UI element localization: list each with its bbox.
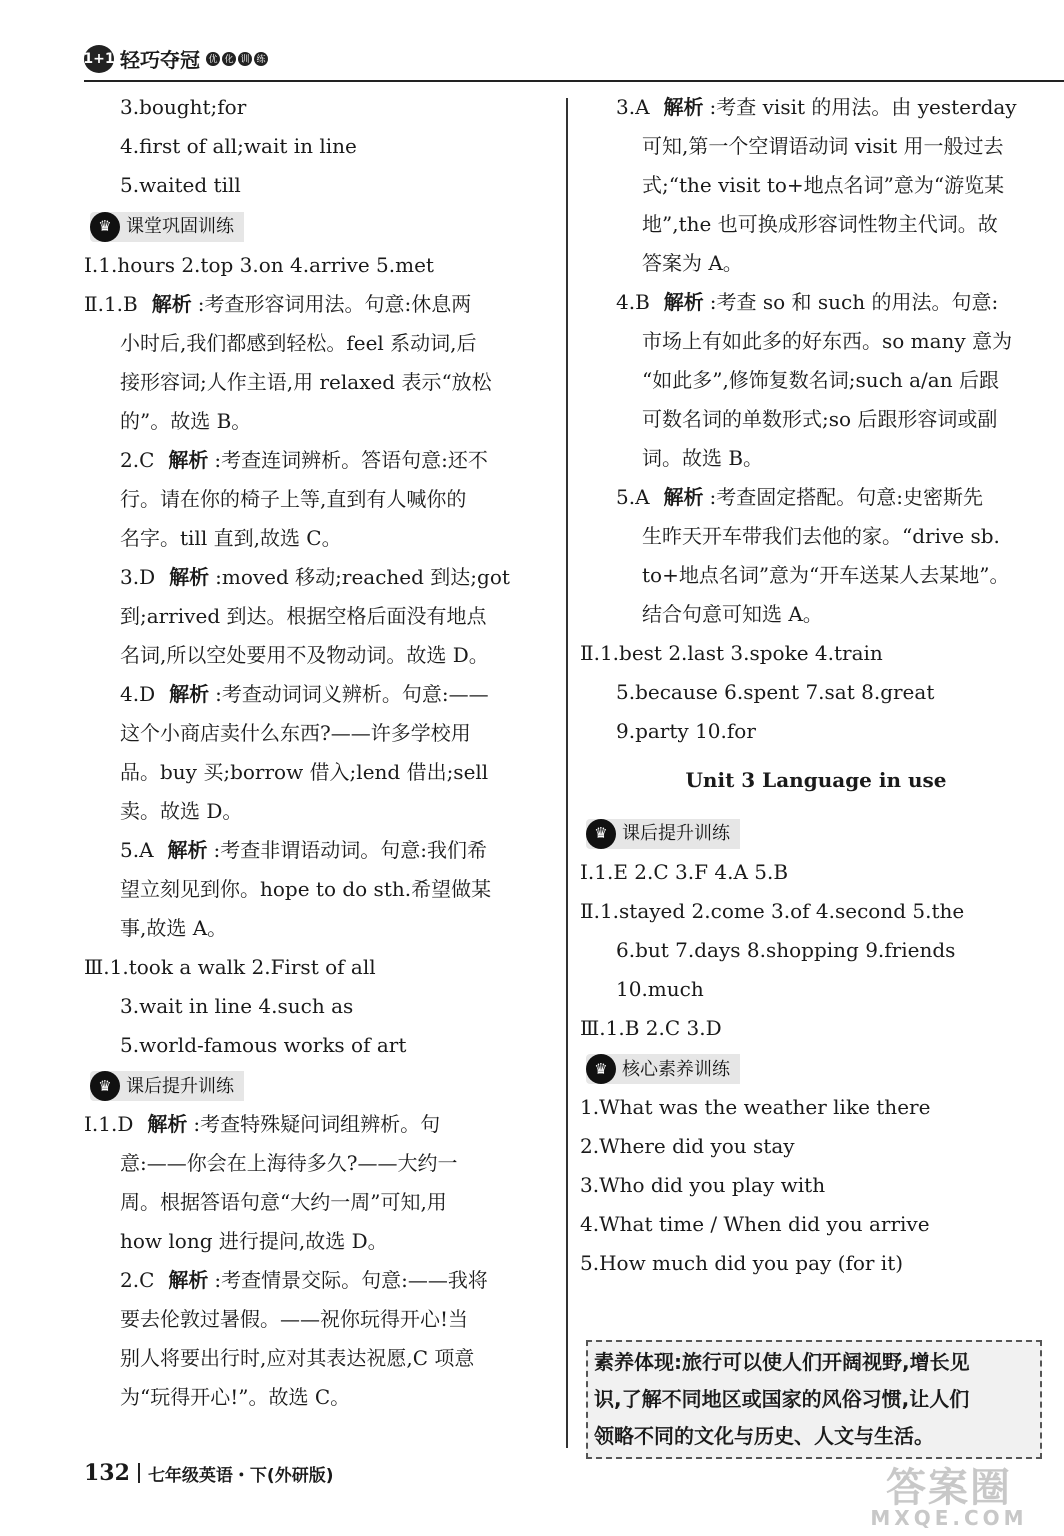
brand-logo-icon: 1+1 [84,45,114,73]
explanation-text: :考查情景交际。句意:——我将 [214,1268,488,1292]
explanation-line: 名词,所以空处要用不及物动词。故选 D。 [120,642,489,667]
explanation-line: 事,故选 A。 [120,915,228,940]
crown-icon: ♛ [90,1071,120,1101]
explanation-text: :考查 visit 的用法。由 yesterday [709,95,1017,119]
watermark-text: 答案圈 [886,1465,1012,1511]
watermark-site: MXQE.COM [870,1506,1028,1530]
explanation-line: 地”,the 也可换成形容词性物主代词。故 [642,212,998,236]
page-number: 132 [84,1460,130,1486]
explanation-line: to+地点名词”意为“开车送某人去某地”。 [642,563,1010,587]
unit-title: Unit 3 Language in use [685,768,947,792]
answer-line: Ⅰ.1.hours 2.top 3.on 4.arrive 5.met [84,252,434,277]
answer-line: 5.because 6.spent 7.sat 8.great [616,680,935,704]
analysis-tag: 解析 [169,564,210,589]
analysis-tag: 解析 [147,1112,188,1136]
answer-line: 3.Who did you play with [580,1173,826,1197]
explanation-text: :考查动词词义辨析。句意:—— [215,681,489,706]
explanation-line: 名字。till 直到,故选 C。 [120,525,342,550]
column-divider [566,98,568,1448]
explanation-block [84,675,554,831]
section-header [586,1054,740,1084]
book-title: 七年级英语・下(外研版) [147,1465,334,1486]
explanation-line: 词。故选 B。 [642,446,764,470]
explanation-line: 结合句意可知选 A。 [642,602,823,626]
right-column [580,88,1052,1283]
page-header [84,44,268,73]
explanation-line: 答案为 A。 [642,251,743,275]
section-label: 核心素养训练 [622,1058,730,1080]
section-header [586,819,740,849]
answer-line: Ⅲ.1.B 2.C 3.D [580,1015,722,1040]
footer-divider [138,1463,140,1483]
question-number: 2.C [120,1268,155,1292]
callout-text: 旅行可以使人们开阔视野,增长见 [682,1350,970,1374]
answer-line: Ⅲ.1.took a walk 2.First of all [84,954,376,979]
explanation-block [84,441,554,558]
analysis-tag: 解析 [663,290,704,314]
brand-badge: 训 [238,52,252,66]
question-number: Ⅱ.1.B [84,291,138,316]
explanation-line: 这个小商店卖什么东西?——许多学校用 [120,720,471,745]
answer-line: 3.wait in line 4.such as [120,993,354,1018]
literacy-callout [586,1340,1042,1459]
callout-text: 识,了解不同地区或国家的风俗习惯,让人们 [594,1387,970,1411]
explanation-block [580,283,1052,478]
explanation-line: 生昨天开车带我们去他的家。“drive sb. [642,524,1000,548]
watermark-logo [844,1465,1054,1530]
question-number: 4.D [120,681,156,706]
answer-line: 5.waited till [120,173,241,197]
page-footer [84,1460,333,1486]
explanation-line: 的”。故选 B。 [120,408,252,433]
explanation-block [84,1261,554,1417]
section-label: 课后提升训练 [126,1075,234,1097]
explanation-text: :moved 移动;reached 到达;got [215,564,510,589]
brand-badge: 优 [206,52,220,66]
answer-line: 5.How much did you pay (for it) [580,1251,904,1275]
analysis-tag: 解析 [168,447,209,472]
answer-line: 4.first of all;wait in line [120,134,357,158]
explanation-line: 意:——你会在上海待多久?——大约一 [120,1151,458,1175]
analysis-tag: 解析 [151,291,192,316]
answer-line: 4.What time / When did you arrive [580,1212,930,1236]
explanation-line: 周。根据答语句意“大约一周”可知,用 [120,1190,447,1214]
question-number: Ⅰ.1.D [84,1112,134,1136]
section-header [90,212,244,242]
explanation-line: 到;arrived 到达。根据空格后面没有地点 [120,603,487,628]
explanation-block [84,285,554,441]
answer-line: Ⅰ.1.E 2.C 3.F 4.A 5.B [580,859,789,884]
explanation-line: 别人将要出行时,应对其表达祝愿,C 项意 [120,1346,475,1370]
explanation-line: 可数名词的单数形式;so 后跟形容词或副 [642,407,998,431]
explanation-line: 小时后,我们都感到轻松。feel 系动词,后 [120,330,477,355]
brand-badges [206,52,268,66]
brand-badge: 练 [254,52,268,66]
analysis-tag: 解析 [663,485,704,509]
explanation-line: 接形容词;人作主语,用 relaxed 表示“放松 [120,369,492,394]
section-label: 课后提升训练 [622,823,730,844]
analysis-tag: 解析 [167,837,208,862]
left-column [84,88,554,1417]
question-number: 5.A [120,837,154,862]
question-number: 3.A [616,95,650,119]
question-number: 5.A [616,485,650,509]
crown-icon: ♛ [90,212,120,242]
explanation-block [84,831,554,948]
explanation-line: 可知,第一个空谓语动词 visit 用一般过去 [642,134,1004,158]
brand-title: 轻巧夺冠 [120,48,200,72]
header-rule [84,80,1064,82]
explanation-text: :考查 so 和 such 的用法。句意: [709,290,999,314]
analysis-tag: 解析 [169,681,210,706]
explanation-text: :考查固定搭配。句意:史密斯先 [709,485,984,509]
crown-icon: ♛ [586,819,616,849]
answer-line: Ⅱ.1.stayed 2.come 3.of 4.second 5.the [580,898,965,923]
explanation-text: :考查非谓语动词。句意:我们希 [213,837,488,862]
explanation-block [84,558,554,675]
explanation-line: 望立刻见到你。hope to do sth.希望做某 [120,876,492,901]
explanation-text: :考查连词辨析。答语句意:还不 [214,447,488,472]
explanation-line: how long 进行提问,故选 D。 [120,1229,388,1253]
brand-badge: 化 [222,52,236,66]
explanation-line: 行。请在你的椅子上等,直到有人喊你的 [120,486,467,511]
callout-text: 领略不同的文化与历史、人文与生活。 [594,1424,934,1448]
explanation-line: 式;“the visit to+地点名词”意为“游览某 [642,173,1005,197]
explanation-text: :考查形容词用法。句意:休息两 [197,291,472,316]
section-label: 课堂巩固训练 [126,216,234,237]
section-header [90,1071,244,1101]
question-number: 4.B [616,290,650,314]
answer-line: 1.What was the weather like there [580,1095,931,1119]
explanation-line: 要去伦敦过暑假。——祝你玩得开心!当 [120,1307,469,1331]
explanation-line: “如此多”,修饰复数名词;such a/an 后跟 [642,368,999,392]
explanation-block [580,478,1052,634]
explanation-block [84,1105,554,1261]
analysis-tag: 解析 [663,95,704,119]
answer-line: 2.Where did you stay [580,1134,795,1158]
question-number: 2.C [120,447,155,472]
answer-line: 5.world-famous works of art [120,1032,407,1057]
explanation-line: 卖。故选 D。 [120,798,243,823]
explanation-line: 品。buy 买;borrow 借入;lend 借出;sell [120,759,489,784]
explanation-block [580,88,1052,283]
crown-icon: ♛ [586,1054,616,1084]
callout-label: 素养体现: [594,1350,682,1374]
answer-line: 6.but 7.days 8.shopping 9.friends [616,937,956,962]
explanation-line: 市场上有如此多的好东西。so many 意为 [642,329,1013,353]
analysis-tag: 解析 [168,1268,209,1292]
explanation-line: 为“玩得开心!”。故选 C。 [120,1385,351,1409]
answer-line: Ⅱ.1.best 2.last 3.spoke 4.train [580,641,883,665]
question-number: 3.D [120,564,156,589]
answer-line: 9.party 10.for [616,719,756,743]
answer-line: 10.much [616,976,704,1001]
answer-line: 3.bought;for [120,95,247,119]
explanation-text: :考查特殊疑问词组辨析。句 [193,1112,441,1136]
